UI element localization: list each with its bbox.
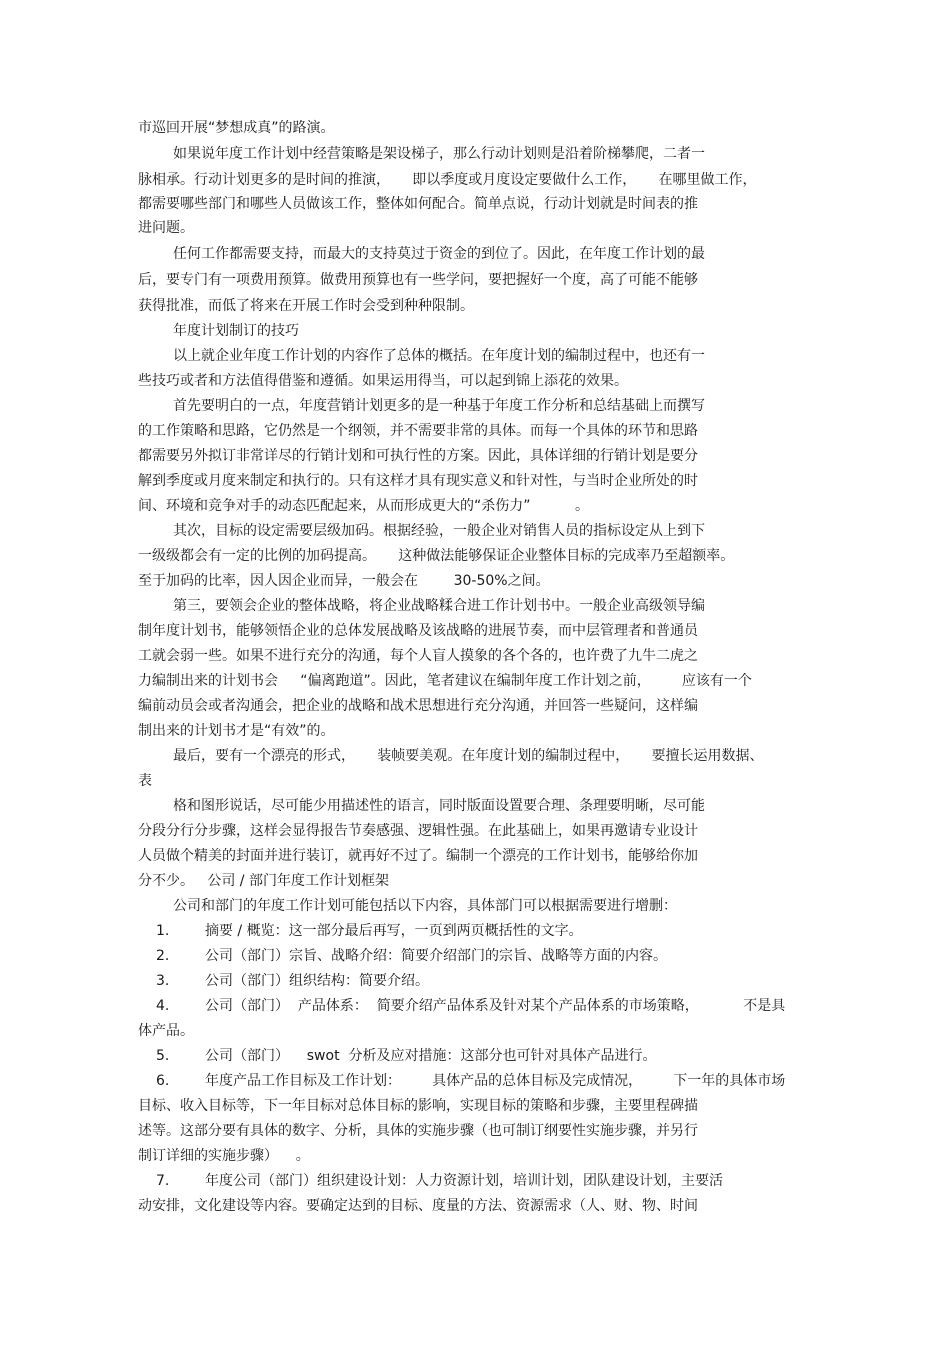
text-line: 后，要专门有一项费用预算。做费用预算也有一些学问，要把握好一个度，高了可能不能够 <box>138 272 698 288</box>
paragraph-first-line: 第三，要领会企业的整体战略，将企业战略糅合进工作计划书中。一般企业高级领导编 <box>173 598 705 614</box>
paragraph-first-line: 格和图形说话，尽可能少用描述性的语言，同时版面设置要合理、条理要明晰，尽可能 <box>173 798 705 814</box>
text-line: 动安排，文化建设等内容。要确定达到的目标、度量的方法、资源需求（人、财、物、时间 <box>138 1198 698 1214</box>
text-line: 制订详细的实施步骤） 。 <box>138 1148 310 1164</box>
section-heading: 年度计划制订的技巧 <box>173 323 299 339</box>
text-line: 表 <box>138 773 152 789</box>
list-item: 7. 年度公司（部门）组织建设计划：人力资源计划，培训计划，团队建设计划，主要活 <box>156 1173 723 1189</box>
text-line: 制出来的计划书才是“有效”的。 <box>138 723 335 739</box>
text-line: 至于加码的比率，因人因企业而异，一般会在 30-50%之间。 <box>138 573 550 589</box>
text-line: 一级级都会有一定的比例的加码提高。 这种做法能够保证企业整体目标的完成率乃至超额率。 <box>138 548 735 564</box>
text-line: 制年度计划书，能够领悟企业的总体发展战略及该战略的进展节奏，而中层管理者和普通员 <box>138 623 698 639</box>
paragraph-first-line: 首先要明白的一点，年度营销计划更多的是一种基于年度工作分析和总结基础上而撰写 <box>173 398 705 414</box>
text-line: 都需要另外拟订非常详尽的行销计划和可执行性的方案。因此，具体详细的行销计划是要分 <box>138 448 698 464</box>
list-item: 2. 公司（部门）宗旨、战略介绍：简要介绍部门的宗旨、战略等方面的内容。 <box>156 948 667 964</box>
list-item: 5. 公司（部门） swot 分析及应对措施：这部分也可针对具体产品进行。 <box>156 1048 657 1064</box>
text-line: 人员做个精美的封面并进行装订，就再好不过了。编制一个漂亮的工作计划书，能够给你加 <box>138 848 698 864</box>
text-line: 些技巧或者和方法值得借鉴和遵循。如果运用得当，可以起到锦上添花的效果。 <box>138 373 628 389</box>
list-item: 3. 公司（部门）组织结构：简要介绍。 <box>156 973 429 989</box>
text-line: 的工作策略和思路，它仍然是一个纲领，并不需要非常的具体。而每一个具体的环节和思路 <box>138 423 698 439</box>
text-line: 获得批准，而低了将来在开展工作时会受到种种限制。 <box>138 298 474 314</box>
text-line: 都需要哪些部门和哪些人员做该工作，整体如何配合。简单点说，行动计划就是时间表的推 <box>138 196 698 212</box>
text-line: 力编制出来的计划书会 “偏离跑道”。因此，笔者建议在编制年度工作计划之前， 应该有一个 <box>138 673 752 689</box>
text-line: 解到季度或月度来制定和执行的。只有这样才具有现实意义和针对性，与当时企业所处的时 <box>138 473 698 489</box>
list-item: 4. 公司（部门） 产品体系： 简要介绍产品体系及针对某个产品体系的市场策略， 不是具 <box>156 998 786 1014</box>
text-line: 脉相承。行动计划更多的是时间的推演， 即以季度或月度设定要做什么工作， 在哪里做工作， <box>138 172 757 188</box>
paragraph-first-line: 任何工作都需要支持，而最大的支持莫过于资金的到位了。因此，在年度工作计划的最 <box>173 246 705 262</box>
paragraph-first-line: 最后，要有一个漂亮的形式， 装帧要美观。在年度计划的编制过程中， 要擅长运用数据、 <box>173 748 764 764</box>
list-item: 6. 年度产品工作目标及工作计划： 具体产品的总体目标及完成情况， 下一年的具体市场 <box>156 1073 786 1089</box>
text-line: 编前动员会或者沟通会，把企业的战略和战术思想进行充分沟通，并回答一些疑问，这样编 <box>138 698 698 714</box>
paragraph-first-line: 公司和部门的年度工作计划可能包括以下内容，具体部门可以根据需要进行增删： <box>173 898 677 914</box>
paragraph-first-line: 如果说年度工作计划中经营策略是架设梯子，那么行动计划则是沿着阶梯攀爬，二者一 <box>173 146 705 162</box>
paragraph-first-line: 其次，目标的设定需要层级加码。根据经验，一般企业对销售人员的指标设定从上到下 <box>173 523 705 539</box>
text-line: 目标、收入目标等，下一年目标对总体目标的影响，实现目标的策略和步骤，主要里程碑描 <box>138 1098 698 1114</box>
text-line: 市巡回开展“梦想成真”的路演。 <box>138 120 335 136</box>
list-item: 1. 摘要 / 概览：这一部分最后再写，一页到两页概括性的文字。 <box>156 923 583 939</box>
text-line: 体产品。 <box>138 1023 194 1039</box>
text-line: 分不少。 公司 / 部门年度工作计划框架 <box>138 873 389 889</box>
text-line: 分段分行分步骤，这样会显得报告节奏感强、逻辑性强。在此基础上，如果再邀请专业设计 <box>138 823 698 839</box>
text-line: 进问题。 <box>138 220 194 236</box>
text-line: 述等。这部分要有具体的数字、分析，具体的实施步骤（也可制订纲要性实施步骤，并另行 <box>138 1123 698 1139</box>
text-line: 间、环境和竞争对手的动态匹配起来，从而形成更大的“杀伤力” 。 <box>138 498 590 514</box>
paragraph-first-line: 以上就企业年度工作计划的内容作了总体的概括。在年度计划的编制过程中，也还有一 <box>173 348 705 364</box>
text-line: 工就会弱一些。如果不进行充分的沟通，每个人盲人摸象的各个各的，也许费了九牛二虎之 <box>138 648 698 664</box>
